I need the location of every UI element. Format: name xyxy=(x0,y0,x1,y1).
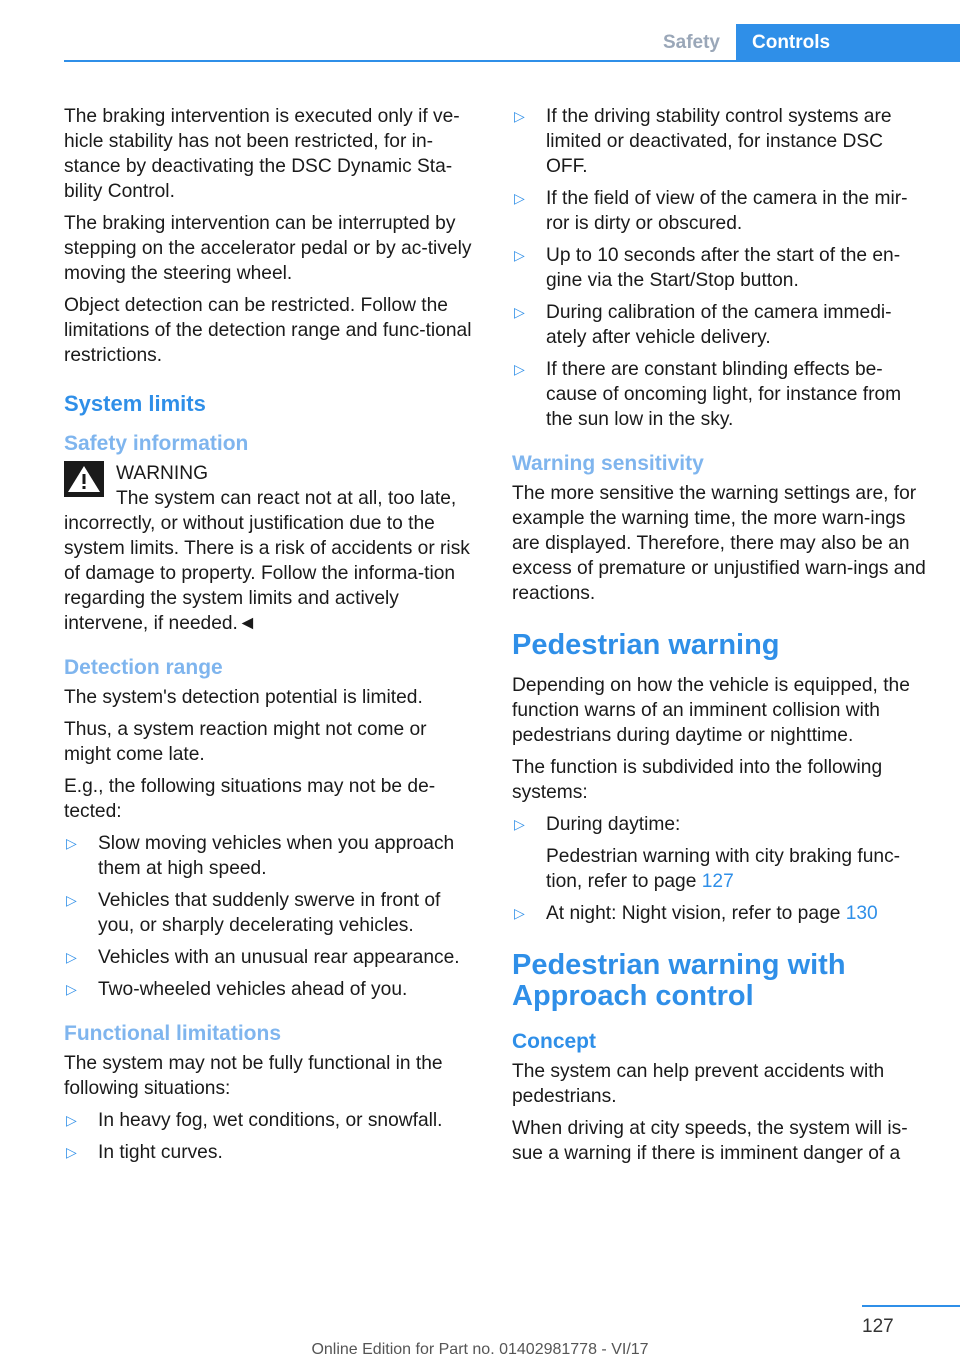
list-item-detail: Pedestrian warning with city braking func‐tion, refer to page 127 xyxy=(546,846,901,892)
detection-list xyxy=(64,831,476,1002)
page-link-127[interactable]: 127 xyxy=(701,871,734,892)
list-item: ▷ During calibration of the camera immedi‐ately after vehicle delivery. xyxy=(514,302,892,348)
triangle-bullet-icon: ▷ xyxy=(66,892,77,908)
heading-pedestrian-warning-approach: Pedestrian warning with Approach control xyxy=(512,949,846,1012)
footer-divider xyxy=(862,1305,960,1307)
paragraph: Object detection can be restricted. Follow the limitations of the detection range and func‐tional restrictions. xyxy=(64,295,472,366)
triangle-bullet-icon: ▷ xyxy=(66,949,77,965)
right-column xyxy=(512,104,928,1173)
warning-triangle-icon xyxy=(64,461,104,497)
list-item: ▷ During daytime: Pedestrian warning with city braking func‐tion, refer to page 127 xyxy=(512,812,928,894)
paragraph: The system's detection potential is limited. xyxy=(64,687,423,708)
paragraph: When driving at city speeds, the system will is‐sue a warning if there is imminent danger of a xyxy=(512,1118,908,1164)
pedestrian-systems-list xyxy=(512,812,928,926)
page-number: 127 xyxy=(862,1316,894,1337)
heading-safety-information: Safety information xyxy=(64,432,249,455)
paragraph: The braking intervention is executed only if ve‐hicle stability has not been restricted, for in‐stance by deactivating the DSC Dynamic Sta‐bility Control. xyxy=(64,106,460,202)
heading-concept: Concept xyxy=(512,1030,596,1053)
list-item: ▷ In tight curves. xyxy=(66,1142,223,1163)
functional-list xyxy=(64,1108,476,1165)
tab-controls[interactable]: Controls xyxy=(736,24,960,62)
triangle-bullet-icon: ▷ xyxy=(66,1112,77,1128)
online-edition-note: Online Edition for Part no. 01402981778 - VI/17 xyxy=(311,1341,649,1358)
triangle-bullet-icon: ▷ xyxy=(514,905,525,921)
header-tabs xyxy=(640,24,960,62)
paragraph: The system may not be fully functional in the following situations: xyxy=(64,1053,443,1099)
functional-list-continued xyxy=(512,104,928,432)
list-item: ▷ If the driving stability control systems are limited or deactivated, for instance DSC OFF. xyxy=(514,106,892,177)
heading-system-limits: System limits xyxy=(64,391,206,416)
triangle-bullet-icon: ▷ xyxy=(514,304,525,320)
warning-title: WARNING xyxy=(116,463,209,484)
triangle-bullet-icon: ▷ xyxy=(514,190,525,206)
paragraph: E.g., the following situations may not be de‐tected: xyxy=(64,776,436,822)
list-item: ▷ Vehicles that suddenly swerve in front of you, or sharply decelerating vehicles. xyxy=(66,890,441,936)
paragraph: The braking intervention can be interrupted by stepping on the accelerator pedal or by ac‐tively moving the steering wheel. xyxy=(64,213,472,284)
heading-detection-range: Detection range xyxy=(64,656,223,679)
list-item: ▷ Up to 10 seconds after the start of the en‐gine via the Start/Stop button. xyxy=(514,245,901,291)
list-item: ▷ Vehicles with an unusual rear appearance. xyxy=(66,947,460,968)
warning-block xyxy=(64,461,476,636)
triangle-bullet-icon: ▷ xyxy=(514,247,525,263)
triangle-bullet-icon: ▷ xyxy=(66,1144,77,1160)
tab-safety[interactable]: Safety xyxy=(662,32,720,53)
paragraph: Thus, a system reaction might not come or might come late. xyxy=(64,719,427,765)
triangle-bullet-icon: ▷ xyxy=(514,816,525,832)
list-item: ▷ At night: Night vision, refer to page 130 xyxy=(514,903,878,924)
triangle-bullet-icon: ▷ xyxy=(66,835,77,851)
left-column xyxy=(64,104,476,1173)
paragraph: The system can help prevent accidents with pedestrians. xyxy=(512,1061,885,1107)
list-item: ▷ In heavy fog, wet conditions, or snowfall. xyxy=(66,1110,443,1131)
triangle-bullet-icon: ▷ xyxy=(66,981,77,997)
warning-text-first: The system can react not at all, too late, xyxy=(116,488,457,509)
list-item: ▷ If the field of view of the camera in the mir‐ror is dirty or obscured. xyxy=(514,188,908,234)
paragraph: The function is subdivided into the following systems: xyxy=(512,757,883,803)
list-item: ▷ Two-wheeled vehicles ahead of you. xyxy=(66,979,408,1000)
triangle-bullet-icon: ▷ xyxy=(514,108,525,124)
heading-functional-limitations: Functional limitations xyxy=(64,1022,282,1045)
heading-pedestrian-warning: Pedestrian warning xyxy=(512,629,780,661)
page-link-130[interactable]: 130 xyxy=(845,903,878,924)
list-item: ▷ Slow moving vehicles when you approach them at high speed. xyxy=(66,833,455,879)
heading-warning-sensitivity: Warning sensitivity xyxy=(512,452,704,475)
warning-text: incorrectly, or without justification due to the system limits. There is a risk of accidents or risk of damage to property. Follow the informa‐tion regarding the system limits and actively intervene, if needed.◄ xyxy=(64,513,470,634)
header-divider xyxy=(64,60,960,62)
list-item: ▷ If there are constant blinding effects be‐cause of oncoming light, for instance from the sun low in the sky. xyxy=(514,359,902,430)
triangle-bullet-icon: ▷ xyxy=(514,361,525,377)
paragraph: Depending on how the vehicle is equipped, the function warns of an imminent collision with pedestrians during daytime or nighttime. xyxy=(512,675,910,746)
paragraph: The more sensitive the warning settings are, for example the warning time, the more warn‐ings are displayed. Therefore, there may also be an excess of premature or unjustified warn‐ings and reactions. xyxy=(512,483,926,604)
